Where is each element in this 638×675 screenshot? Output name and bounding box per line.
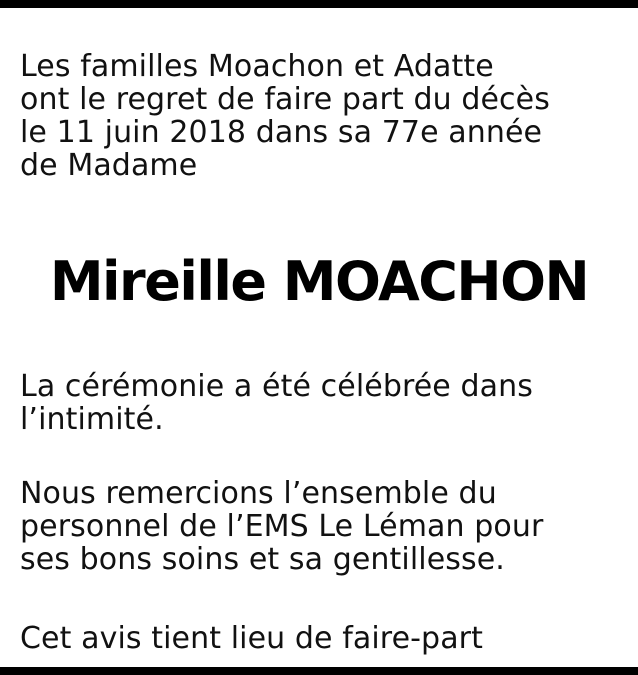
ceremony-line: l’intimité. <box>20 402 164 437</box>
intro-line: le 11 juin 2018 dans sa 77e année <box>20 115 543 150</box>
thanks-paragraph <box>20 477 626 576</box>
intro-line: ont le regret de faire part du décès <box>20 82 550 117</box>
ceremony-line: La cérémonie a été célébrée dans <box>20 369 533 404</box>
intro-line: Les familles Moachon et Adatte <box>20 49 494 84</box>
intro-line: de Madame <box>20 148 198 183</box>
deceased-name: Mireille MOACHON <box>49 250 589 313</box>
closing-line: Cet avis tient lieu de faire-part <box>20 621 483 656</box>
thanks-line: personnel de l’EMS Le Léman pour <box>20 509 544 544</box>
ceremony-paragraph <box>20 370 626 436</box>
thanks-line: ses bons soins et sa gentillesse. <box>20 542 505 577</box>
closing-statement <box>20 622 626 655</box>
intro-paragraph <box>20 50 626 182</box>
thanks-line: Nous remercions l’ensemble du <box>20 476 497 511</box>
